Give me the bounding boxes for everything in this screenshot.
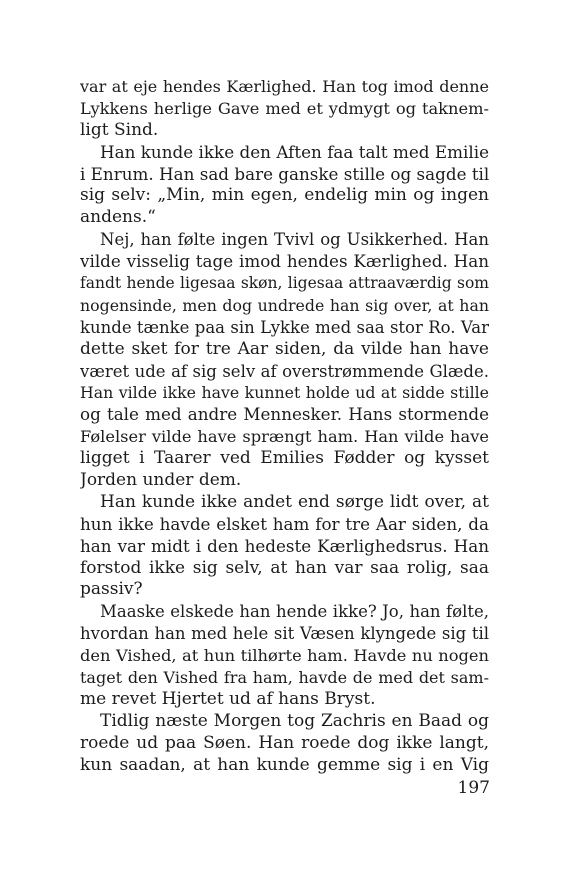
text-line: kun saadan, at han kunde gemme sig i en Vig (80, 754, 489, 775)
text-line: dette sket for tre Aar siden, da vilde han have (80, 338, 489, 359)
text-line: fandt hende ligesaa skøn, ligesaa attraaværdig som (80, 274, 489, 293)
text-line: andens.“ (80, 207, 156, 228)
text-line: hvordan han med hele sit Væsen klyngede sig til (80, 624, 489, 644)
text-line: me revet Hjertet ud af hans Bryst. (80, 688, 376, 709)
text-line: ligget i Taarer ved Emilies Fødder og kysset (80, 448, 489, 469)
text-line: og tale med andre Mennesker. Hans stormende (80, 404, 489, 425)
text-line: sig selv: „Min, min egen, endelig min og ingen (80, 185, 489, 206)
text-line: Tidlig næste Morgen tog Zachris en Baad og (100, 710, 489, 731)
text-line: passiv? (80, 579, 143, 600)
text-line: Nej, han følte ingen Tvivl og Usikkerhed. Han (100, 230, 489, 250)
text-line: taget den Vished fra ham, havde de med det sam- (80, 668, 489, 688)
text-line: Maaske elskede han hende ikke? Jo, han følte, (100, 602, 489, 622)
text-line: forstod ikke sig selv, at han var saa rolig, saa (80, 557, 489, 578)
text-line: var at eje hendes Kærlighed. Han tog imod denne (80, 77, 489, 96)
text-line: roede ud paa Søen. Han roede dog ikke langt, (80, 732, 489, 753)
text-line: været ude af sig selv af overstrømmende Glæde. (80, 361, 489, 381)
body-text (80, 76, 489, 777)
text-line: Jorden under dem. (80, 470, 242, 491)
text-line: hun ikke havde elsket ham for tre Aar siden, da (80, 513, 489, 534)
text-line: kunde tænke paa sin Lykke med saa stor Ro. Var (80, 317, 489, 337)
text-line: han var midt i den hedeste Kærlighedsrus. Han (80, 535, 489, 556)
text-line: Lykkens herlige Gave med et ydmygt og taknem- (80, 98, 489, 118)
text-line: Han kunde ikke den Aften faa talt med Emilie (100, 141, 489, 162)
text-line: den Vished, at hun tilhørte ham. Havde nu nogen (80, 646, 489, 666)
text-line: Han vilde ikke have kunnet holde ud at sidde stille (80, 383, 489, 403)
page-number: 197 (457, 778, 490, 798)
text-line: Følelser vilde have sprængt ham. Han vilde have (80, 427, 489, 447)
text-line: nogensinde, men dog undrede han sig over, at han (80, 295, 489, 315)
text-line: vilde visselig tage imod hendes Kærlighed. Han (80, 251, 489, 272)
text-line: Han kunde ikke andet end sørge lidt over, at (100, 491, 489, 512)
text-line: ligt Sind. (80, 119, 159, 140)
text-line: i Enrum. Han sad bare ganske stille og sagde til (80, 163, 489, 184)
